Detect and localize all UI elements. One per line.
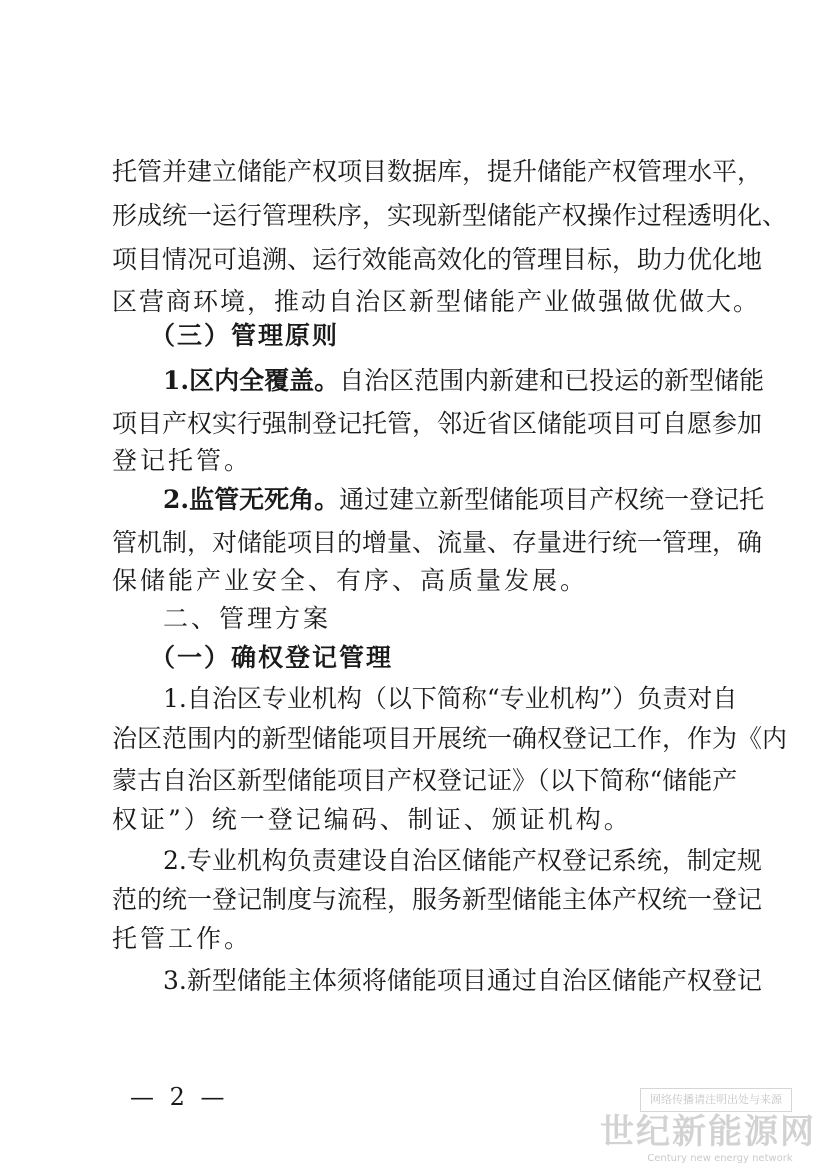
paragraph-line: 项目情况可追溯、运行效能高效化的管理目标，助力优化地: [112, 245, 763, 274]
paragraph-line: 蒙古自治区新型储能项目产权登记证》（以下简称“储能产: [112, 766, 738, 795]
paragraph-line: 登记托管。: [112, 446, 253, 475]
principle-line-supervision: [163, 485, 765, 515]
paragraph-line: 2.专业机构负责建设自治区储能产权登记系统，制定规: [163, 846, 762, 875]
paragraph-line: 范的统一登记制度与流程，服务新型储能主体产权统一登记: [112, 885, 763, 914]
principle-body: 自治区范围内新建和已投运的新型储能: [339, 366, 765, 395]
paragraph-line: 项目产权实行强制登记托管，邻近省区储能项目可自愿参加: [112, 409, 763, 438]
paragraph-line: 1.自治区专业机构（以下简称“专业机构”）负责对自: [163, 684, 738, 713]
paragraph-line: 3.新型储能主体须将储能项目通过自治区储能产权登记: [163, 966, 762, 995]
paragraph-line: 治区范围内的新型储能项目开展统一确权登记工作，作为《内: [112, 724, 788, 753]
paragraph-line: 形成统一运行管理秩序，实现新型储能产权操作过程透明化、: [112, 201, 788, 230]
section-heading-registration: （一）确权登记管理: [150, 643, 394, 672]
principle-title: 2.监管无死角。: [163, 485, 340, 514]
paragraph-line: 托管工作。: [112, 924, 253, 953]
section-heading-management-plan: 二、管理方案: [163, 604, 332, 633]
page-number: — 2 —: [130, 1083, 229, 1111]
watermark-notice: 网络传播请注明出处与来源: [640, 1088, 792, 1112]
principle-title: 1.区内全覆盖。: [163, 366, 340, 395]
paragraph-line: 保储能产业安全、有序、高质量发展。: [112, 566, 589, 595]
principle-body: 通过建立新型储能项目产权统一登记托: [339, 485, 765, 514]
watermark-subtitle: Century new energy network: [647, 1153, 793, 1164]
paragraph-line: 管机制，对储能项目的增量、流量、存量进行统一管理，确: [112, 528, 763, 557]
section-heading-management-principles: （三）管理原则: [150, 321, 340, 350]
principle-line-coverage: [163, 366, 765, 396]
paragraph-line: 区营商环境，推动自治区新型储能产业做强做优做大。: [112, 287, 761, 316]
watermark-logo: 世纪新能源网: [600, 1112, 816, 1152]
paragraph-line: 托管并建立储能产权项目数据库，提升储能产权管理水平，: [112, 157, 763, 186]
paragraph-line: 权证”）统一登记编码、制证、颁证机构。: [112, 805, 632, 834]
